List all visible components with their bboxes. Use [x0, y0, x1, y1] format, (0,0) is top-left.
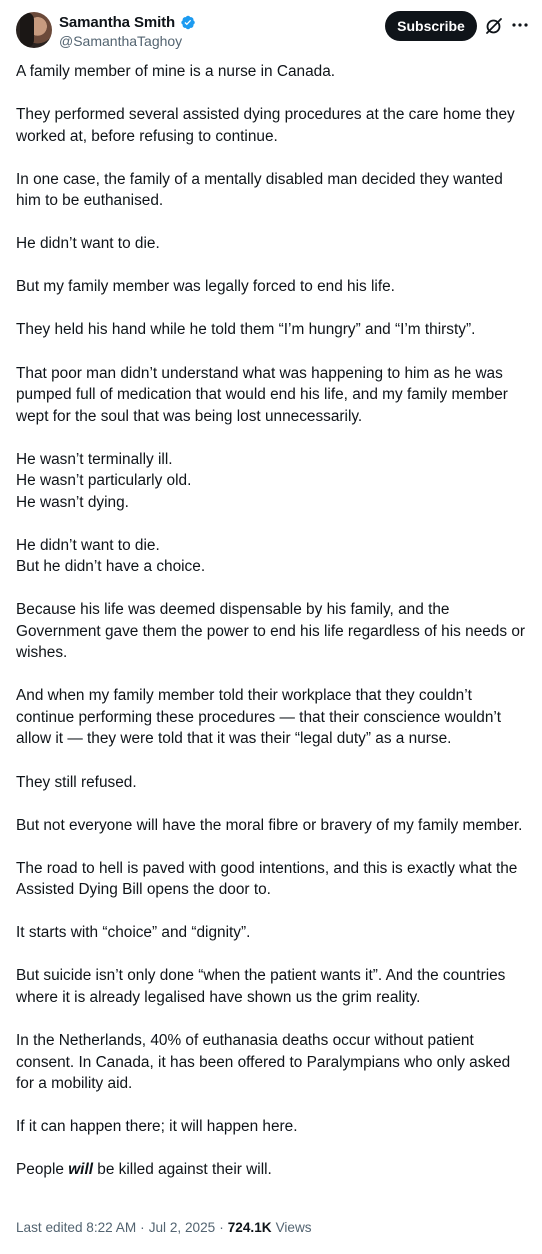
paragraph: And when my family member told their workplace that they couldn’t continue performing these procedures — that their conscience wouldn’t allow it — they were told that it was their “legal duty” as a nurse. [16, 687, 502, 748]
text-line: He wasn’t particularly old. [16, 472, 192, 490]
paragraph: It starts with “choice” and “dignity”. [16, 924, 251, 942]
avatar[interactable] [16, 12, 52, 48]
paragraph: They still refused. [16, 773, 137, 791]
paragraph: They performed several assisted dying procedures at the care home they worked at, before refusing to continue. [16, 106, 515, 145]
paragraph: They held his hand while he told them “I’m hungry” and “I’m thirsty”. [16, 321, 476, 339]
text-line: He wasn’t terminally ill. [16, 450, 173, 468]
paragraph: In one case, the family of a mentally disabled man decided they wanted him to be euthanised. [16, 170, 503, 210]
paragraph [16, 449, 528, 514]
text-line: But he didn’t have a choice. [16, 558, 206, 576]
post-header [16, 10, 528, 54]
separator: · [219, 1220, 224, 1235]
separator: · [140, 1220, 145, 1235]
paragraph: He didn’t want to die. [16, 235, 160, 253]
post-meta [16, 1220, 312, 1235]
author-identity [59, 12, 196, 50]
grok-icon[interactable] [484, 16, 504, 36]
post-text [16, 61, 528, 1202]
paragraph [16, 1159, 528, 1181]
paragraph: But suicide isn’t only done “when the patient wants it”. And the countries where it is already legalised have shown us the grim reality. [16, 967, 506, 1006]
edit-history-link[interactable]: Last edited 8:22 AM [16, 1220, 137, 1235]
post-date-link[interactable]: Jul 2, 2025 [148, 1220, 216, 1235]
paragraph: The road to hell is paved with good intentions, and this is exactly what the Assisted Dying Bill opens the door to. [16, 859, 518, 899]
paragraph: In the Netherlands, 40% of euthanasia deaths occur without patient consent. In Canada, it has been offered to Paralympians who only asked for a mobility aid. [16, 1032, 511, 1092]
paragraph: If it can happen there; it will happen here. [16, 1118, 298, 1136]
paragraph: But my family member was legally forced to end his life. [16, 278, 395, 296]
paragraph: But not everyone will have the moral fibre or bravery of my family member. [16, 816, 523, 834]
name-row [59, 12, 196, 32]
subscribe-button[interactable]: Subscribe [385, 11, 477, 41]
views-count: 724.1K [227, 1220, 272, 1235]
text-span: People [16, 1161, 69, 1179]
text-line: He didn’t want to die. [16, 536, 160, 554]
emphasis-text: will [68, 1161, 94, 1179]
more-icon[interactable] [510, 15, 530, 35]
paragraph: A family member of mine is a nurse in Canada. [16, 63, 336, 80]
verified-badge-icon [179, 14, 196, 31]
paragraph: Because his life was deemed dispensable by his family, and the Government gave them the power to end his life regardless of his needs or wishes. [16, 601, 526, 662]
paragraph: That poor man didn’t understand what was happening to him as he was pumped full of medication that would end his life, and my family member wept for the soul that was being lost unnecessarily. [16, 364, 508, 425]
views-label: Views [275, 1220, 312, 1235]
author-handle[interactable]: @SamanthaTaghoy [59, 33, 183, 49]
author-name[interactable]: Samantha Smith [59, 13, 176, 31]
text-line: He wasn’t dying. [16, 493, 129, 511]
text-span: be killed against their will. [93, 1161, 272, 1179]
paragraph [16, 535, 528, 578]
